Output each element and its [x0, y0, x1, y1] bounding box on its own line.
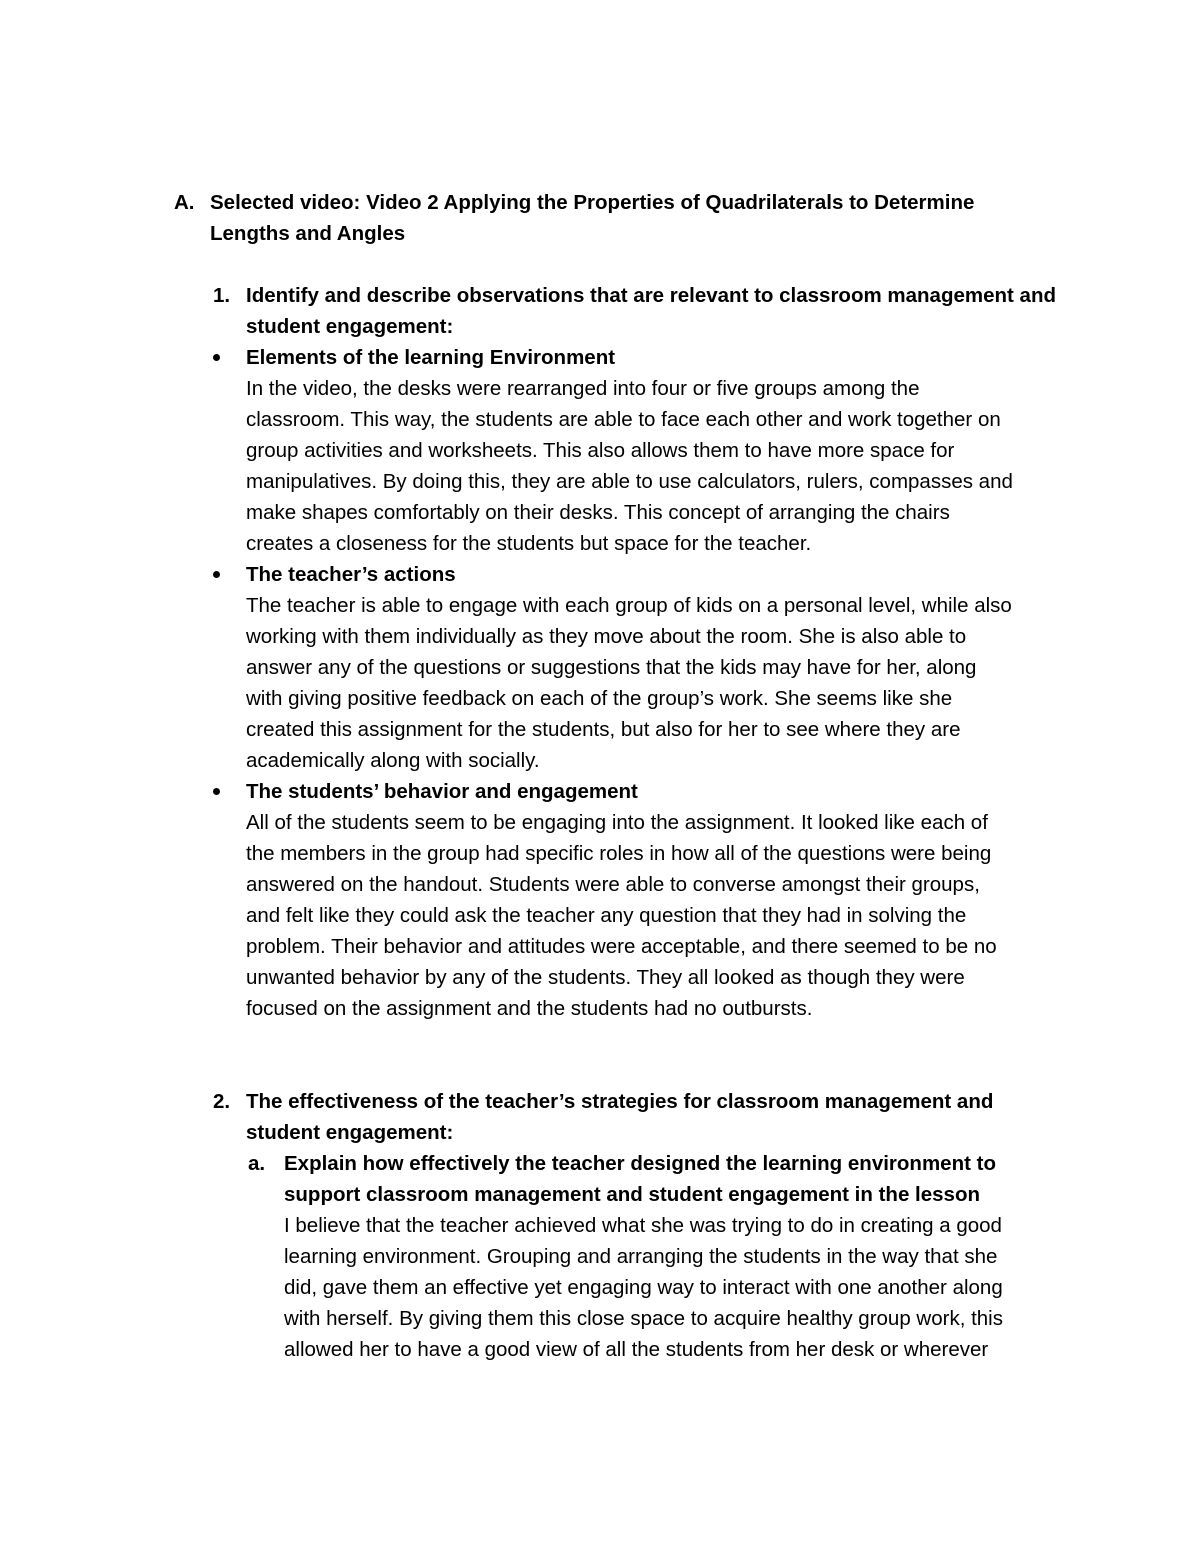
bullet-icon	[213, 354, 220, 361]
bullet-2-line-5: created this assignment for the students, but also for her to see where they are	[246, 718, 961, 741]
q2-sub-a-line-1: I believe that the teacher achieved what she was trying to do in creating a good	[284, 1214, 1002, 1237]
q2-sub-a-line-3: did, gave them an effective yet engaging way to interact with one another along	[284, 1276, 1003, 1299]
bullet-1-line-6: creates a closeness for the students but space for the teacher.	[246, 532, 812, 555]
q1-heading-line-1: Identify and describe observations that are relevant to classroom management and	[246, 284, 1056, 307]
bullet-1-line-2: classroom. This way, the students are able to face each other and work together on	[246, 408, 1001, 431]
q2-marker: 2.	[213, 1090, 231, 1113]
q2-heading-line-2: student engagement:	[246, 1121, 454, 1144]
section-a-heading-line-2: Lengths and Angles	[210, 222, 406, 245]
bullet-1-line-1: In the video, the desks were rearranged into four or five groups among the	[246, 377, 920, 400]
bullet-3-line-2: the members in the group had specific roles in how all of the questions were being	[246, 842, 992, 865]
q2-sub-a-line-4: with herself. By giving them this close space to acquire healthy group work, this	[284, 1307, 1003, 1330]
bullet-1-title: Elements of the learning Environment	[246, 346, 616, 369]
bullet-1-line-3: group activities and worksheets. This also allows them to have more space for	[246, 439, 955, 462]
q2-sub-a-heading-line-1: Explain how effectively the teacher designed the learning environment to	[284, 1152, 996, 1175]
bullet-2-line-3: answer any of the questions or suggestions that the kids may have for her, along	[246, 656, 977, 679]
bullet-3-line-6: unwanted behavior by any of the students. They all looked as though they were	[246, 966, 965, 989]
bullet-1-line-4: manipulatives. By doing this, they are able to use calculators, rulers, compasses and	[246, 470, 1013, 493]
bullet-3-title: The students’ behavior and engagement	[246, 780, 638, 803]
bullet-3-line-5: problem. Their behavior and attitudes were acceptable, and there seemed to be no	[246, 935, 997, 958]
q2-sub-a-line-2: learning environment. Grouping and arranging the students in the way that she	[284, 1245, 998, 1268]
q1-marker: 1.	[213, 284, 231, 307]
bullet-3-line-7: focused on the assignment and the students had no outbursts.	[246, 997, 813, 1020]
bullet-2-title: The teacher’s actions	[246, 563, 456, 586]
bullet-icon	[213, 571, 220, 578]
bullet-3-line-4: and felt like they could ask the teacher any question that they had in solving the	[246, 904, 967, 927]
bullet-icon	[213, 788, 220, 795]
section-a-heading-line-1: Selected video: Video 2 Applying the Properties of Quadrilaterals to Determine	[210, 191, 975, 214]
q2-sub-a-line-5: allowed her to have a good view of all the students from her desk or wherever	[284, 1338, 989, 1361]
q2-heading-line-1: The effectiveness of the teacher’s strategies for classroom management and	[246, 1090, 994, 1113]
bullet-3-line-3: answered on the handout. Students were able to converse amongst their groups,	[246, 873, 980, 896]
q1-heading-line-2: student engagement:	[246, 315, 454, 338]
bullet-2-line-6: academically along with socially.	[246, 749, 540, 772]
q2-sub-a-heading-line-2: support classroom management and student engagement in the lesson	[284, 1183, 980, 1206]
q2-sub-a-marker: a.	[248, 1152, 266, 1175]
section-a-marker: A.	[174, 191, 195, 214]
bullet-2-line-2: working with them individually as they move about the room. She is also able to	[246, 625, 967, 648]
bullet-2-line-4: with giving positive feedback on each of the group’s work. She seems like she	[246, 687, 953, 710]
bullet-1-line-5: make shapes comfortably on their desks. This concept of arranging the chairs	[246, 501, 950, 524]
bullet-2-line-1: The teacher is able to engage with each group of kids on a personal level, while also	[246, 594, 1012, 617]
bullet-3-line-1: All of the students seem to be engaging into the assignment. It looked like each of	[246, 811, 988, 834]
